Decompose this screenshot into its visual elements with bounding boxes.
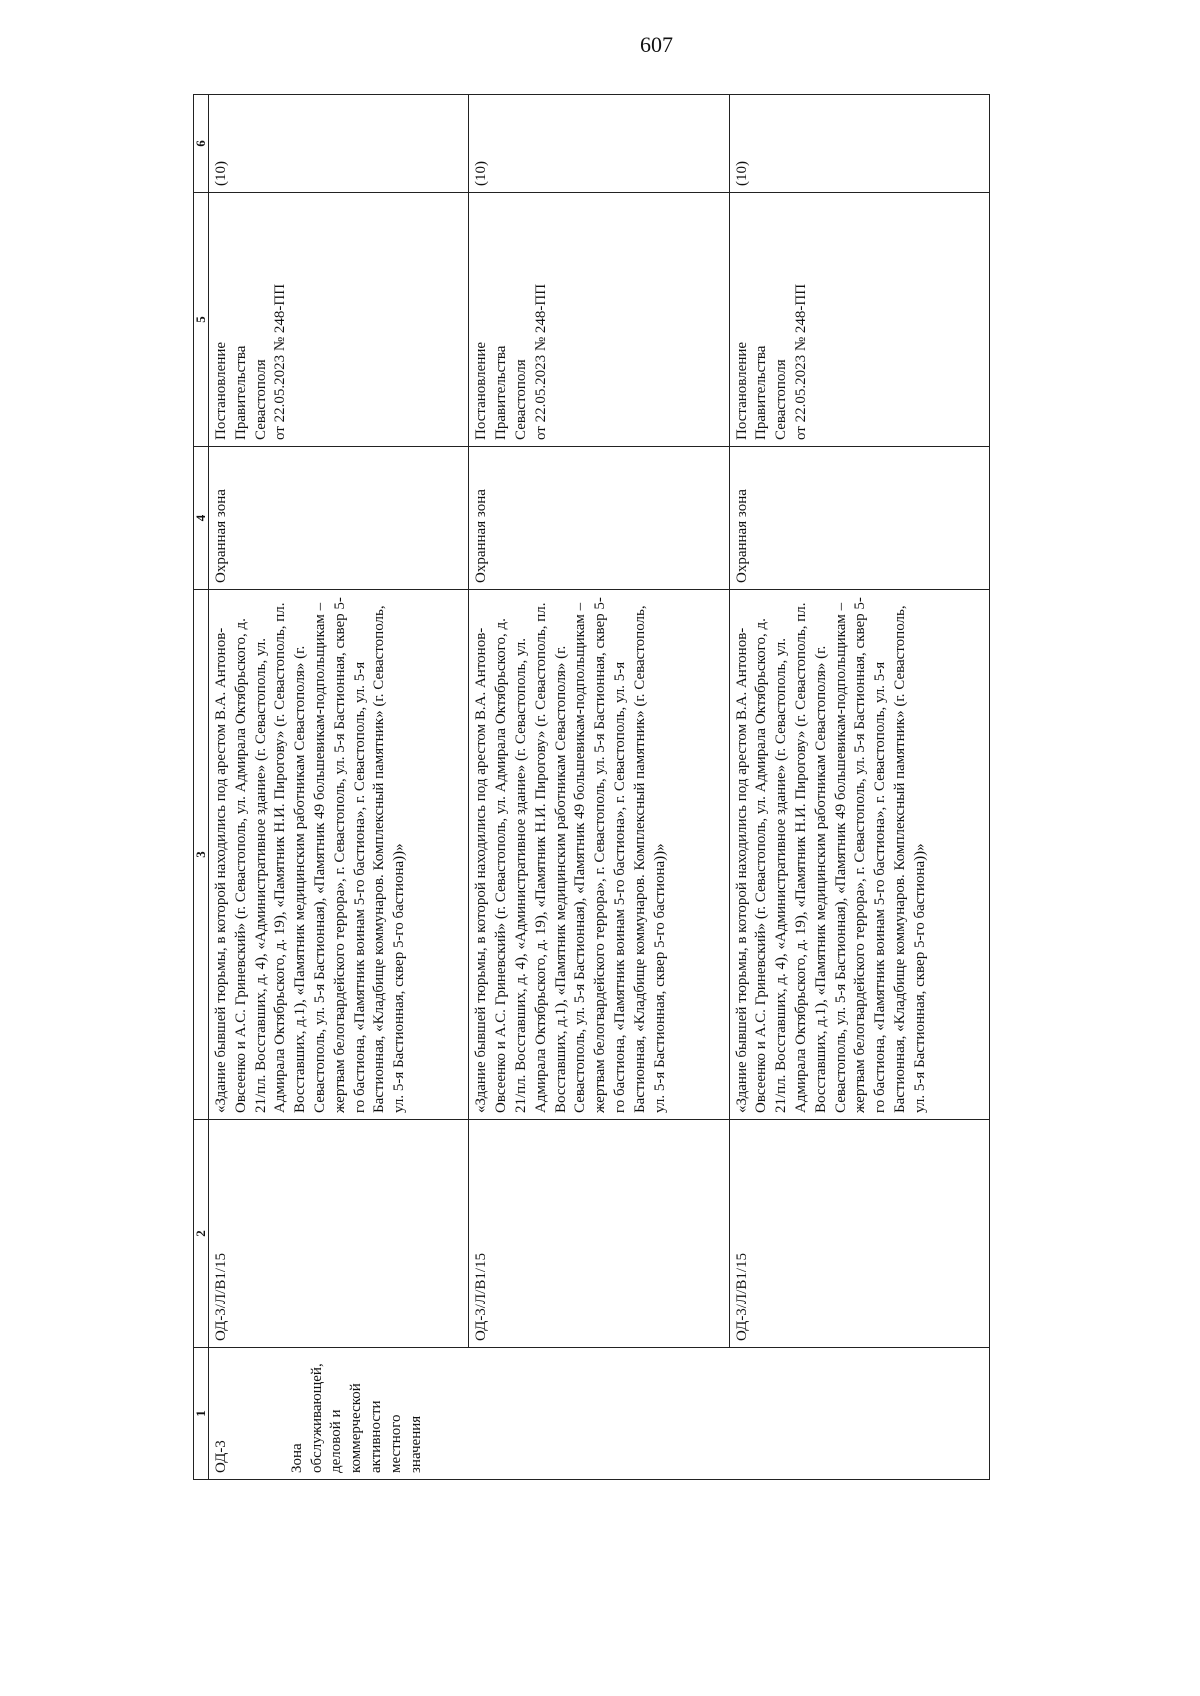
table-row [469, 95, 729, 1480]
restriction-type: Охранная зона [209, 447, 469, 590]
document-line: от 22.05.2023 № 248-ПП [272, 283, 289, 440]
column-header: 3 [194, 590, 209, 1120]
column-header: 2 [194, 1120, 209, 1348]
column-header: 1 [194, 1348, 209, 1480]
footnote-ref: (10) [469, 95, 729, 193]
zone-subcode: ОД-3/Л/В1/15 [729, 1120, 989, 1348]
restriction-type: Охранная зона [469, 447, 729, 590]
document-line: Постановление [213, 341, 229, 440]
document-line: от 22.05.2023 № 248-ПП [793, 283, 810, 440]
document-line: Правительства [232, 345, 249, 440]
column-header: 6 [194, 95, 209, 193]
heritage-objects: «Здание бывшей тюрьмы, в которой находились под арестом В.А. Антонов-Овсеенко и А.С. Гриневский» (г. Севастополь, ул. Адмирала Октябрьского, д. 21/пл. Восставших, д. 4), «Административное здание» (г. Севастополь, ул. Адмирала Октябрьского, д. 19), «Памятник Н.И. Пирогову» (г. Севастополь, пл. Восставших, д.1), «Памятник медицинским работникам Севастополя» (г. Севастополь, ул. 5-я Бастионная), «Памятник 49 большевикам-подпольщикам – жертвам белогвардейского террора», г. Севастополь, ул. 5-я Бастионная, сквер 5-го бастиона, «Памятник воинам 5-го бастиона», г. Севастополь, ул. 5-я Бастионная, «Кладбище коммунаров. Комплексный памятник» (г. Севастополь, ул. 5-я Бастионная, сквер 5-го бастиона))» [469, 590, 729, 1120]
table-row [209, 95, 469, 1480]
table-header-row [194, 95, 209, 1480]
document-line: Постановление [733, 341, 750, 440]
table-row [729, 95, 989, 1480]
legal-document [209, 193, 469, 447]
zone-name: Зона обслуживающей, деловой и коммерческой активности местного значения [288, 1363, 424, 1473]
document-line: Севастополя [773, 359, 790, 440]
heritage-objects: «Здание бывшей тюрьмы, в которой находились под арестом В.А. Антонов-Овсеенко и А.С. Гриневский» (г. Севастополь, ул. Адмирала Октябрьского, д. 21/пл. Восставших, д. 4), «Административное здание» (г. Севастополь, ул. Адмирала Октябрьского, д. 19), «Памятник Н.И. Пирогову» (г. Севастополь, пл. Восставших, д.1), «Памятник медицинским работникам Севастополя» (г. Севастополь, ул. 5-я Бастионная), «Памятник 49 большевикам-подпольщикам – жертвам белогвардейского террора», г. Севастополь, ул. 5-я Бастионная, сквер 5-го бастиона, «Памятник воинам 5-го бастиона», г. Севастополь, ул. 5-я Бастионная, «Кладбище коммунаров. Комплексный памятник» (г. Севастополь, ул. 5-я Бастионная, сквер 5-го бастиона))» [209, 590, 469, 1120]
document-line: Севастополя [252, 359, 269, 440]
footnote-ref: (10) [729, 95, 989, 193]
heritage-objects: «Здание бывшей тюрьмы, в которой находились под арестом В.А. Антонов-Овсеенко и А.С. Гриневский» (г. Севастополь, ул. Адмирала Октябрьского, д. 21/пл. Восставших, д. 4), «Административное здание» (г. Севастополь, ул. Адмирала Октябрьского, д. 19), «Памятник Н.И. Пирогову» (г. Севастополь, пл. Восставших, д.1), «Памятник медицинским работникам Севастополя» (г. Севастополь, ул. 5-я Бастионная), «Памятник 49 большевикам-подпольщикам – жертвам белогвардейского террора», г. Севастополь, ул. 5-я Бастионная, сквер 5-го бастиона, «Памятник воинам 5-го бастиона», г. Севастополь, ул. 5-я Бастионная, «Кладбище коммунаров. Комплексный памятник» (г. Севастополь, ул. 5-я Бастионная, сквер 5-го бастиона))» [729, 590, 989, 1120]
zone-subcode: ОД-3/Л/В1/15 [469, 1120, 729, 1348]
document-line: от 22.05.2023 № 248-ПП [532, 283, 549, 440]
restriction-type: Охранная зона [729, 447, 989, 590]
document-line: Правительства [493, 345, 510, 440]
legal-document [729, 193, 989, 447]
zone-cell [209, 1348, 990, 1480]
column-header: 4 [194, 447, 209, 590]
zone-table [193, 94, 990, 1480]
document-line: Постановление [473, 341, 490, 440]
legal-document [469, 193, 729, 447]
zone-code: ОД-3 [213, 1440, 229, 1473]
document-line: Правительства [753, 345, 770, 440]
page-number: 607 [640, 32, 673, 57]
zone-subcode: ОД-3/Л/В1/15 [209, 1120, 469, 1348]
footnote-ref: (10) [209, 95, 469, 193]
rotated-table-container [193, 95, 990, 1480]
document-line: Севастополя [512, 359, 529, 440]
column-header: 5 [194, 193, 209, 447]
